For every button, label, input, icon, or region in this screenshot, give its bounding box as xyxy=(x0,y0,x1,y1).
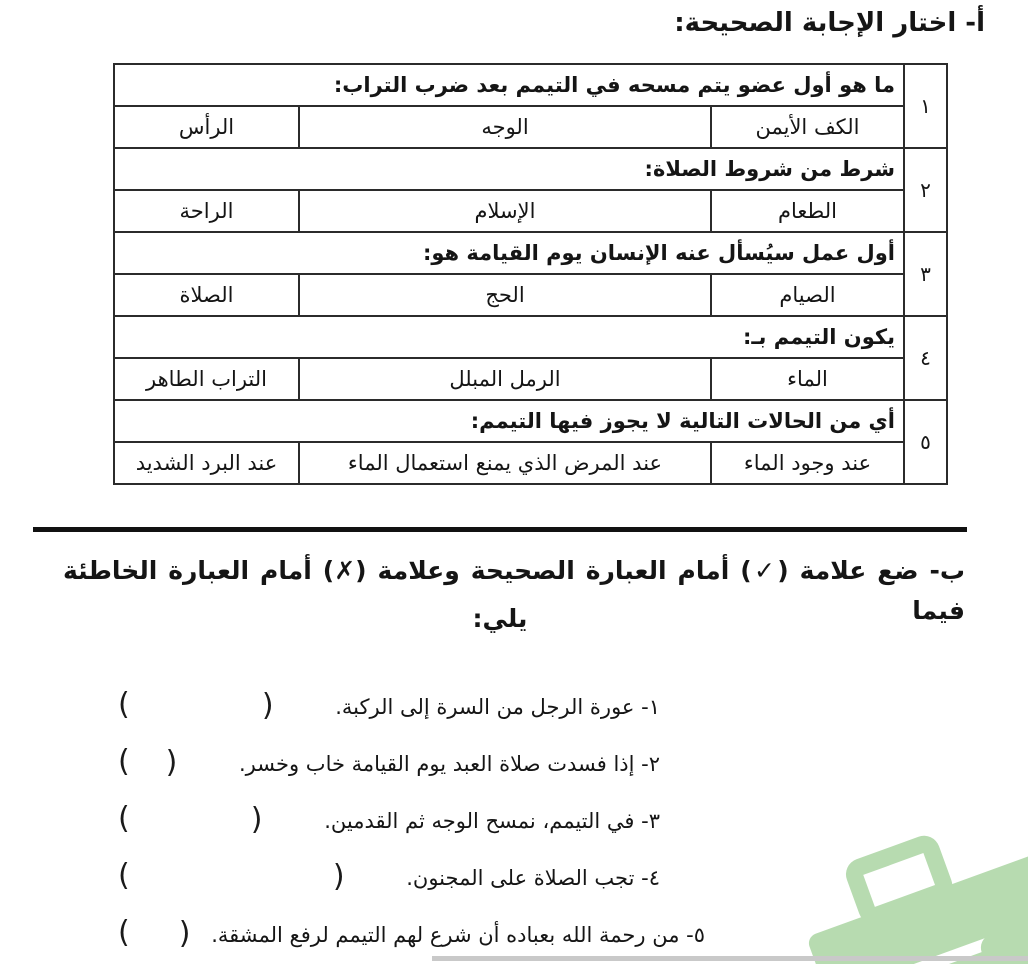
section-a-heading: أ- اختار الإجابة الصحيحة: xyxy=(674,8,985,38)
option-cell[interactable]: الصيام xyxy=(711,274,904,316)
statement-text: ٤- تجب الصلاة على المجنون. xyxy=(406,866,660,890)
answer-paren-open[interactable]: ( xyxy=(118,744,130,779)
question-number: ٣ xyxy=(904,232,947,316)
question-text: ما هو أول عضو يتم مسحه في التيمم بعد ضرب التراب: xyxy=(114,64,904,106)
answer-paren-open[interactable]: ( xyxy=(118,801,130,836)
answer-paren-close[interactable]: ) xyxy=(250,802,263,837)
answer-paren-close[interactable]: ) xyxy=(261,688,274,723)
question-number: ١ xyxy=(904,64,947,148)
option-cell[interactable]: عند المرض الذي يمنع استعمال الماء xyxy=(299,442,711,484)
option-cell[interactable]: الرمل المبلل xyxy=(299,358,711,400)
question-number: ٥ xyxy=(904,400,947,484)
statement-text: ٢- إذا فسدت صلاة العبد يوم القيامة خاب وخسر. xyxy=(239,752,660,776)
answer-paren-open[interactable]: ( xyxy=(118,915,130,950)
statement-row xyxy=(0,904,1028,961)
statement-row xyxy=(0,676,1028,733)
answer-paren-open[interactable]: ( xyxy=(118,687,130,722)
option-cell[interactable]: الطعام xyxy=(711,190,904,232)
option-cell[interactable]: الحج xyxy=(299,274,711,316)
option-cell[interactable]: الراحة xyxy=(114,190,299,232)
option-cell[interactable]: الوجه xyxy=(299,106,711,148)
section-b-heading-line2: يلي: xyxy=(472,604,528,633)
statement-row xyxy=(0,733,1028,790)
option-cell[interactable]: الإسلام xyxy=(299,190,711,232)
answer-paren-close[interactable]: ) xyxy=(332,859,345,894)
question-number: ٢ xyxy=(904,148,947,232)
answer-paren-close[interactable]: ) xyxy=(178,916,191,951)
statement-text: ١- عورة الرجل من السرة إلى الركبة. xyxy=(335,695,660,719)
option-cell[interactable]: الماء xyxy=(711,358,904,400)
statement-text: ٥- من رحمة الله بعباده أن شرع لهم التيمم لرفع المشقة. xyxy=(211,923,705,947)
statement-row xyxy=(0,790,1028,847)
statement-row xyxy=(0,847,1028,904)
question-text: أول عمل سيُسأل عنه الإنسان يوم القيامة هو: xyxy=(114,232,904,274)
question-number: ٤ xyxy=(904,316,947,400)
question-text: يكون التيمم بـ: xyxy=(114,316,904,358)
option-cell[interactable]: الكف الأيمن xyxy=(711,106,904,148)
option-cell[interactable]: الصلاة xyxy=(114,274,299,316)
question-text: شرط من شروط الصلاة: xyxy=(114,148,904,190)
statement-text: ٣- في التيمم، نمسح الوجه ثم القدمين. xyxy=(324,809,660,833)
option-cell[interactable]: عند وجود الماء xyxy=(711,442,904,484)
answer-paren-close[interactable]: ) xyxy=(165,745,178,780)
option-cell[interactable]: عند البرد الشديد xyxy=(114,442,299,484)
section-b-heading-line1: ب- ضع علامة (✓) أمام العبارة الصحيحة وعلامة (✗) أمام العبارة الخاطئة فيما xyxy=(63,556,965,625)
answer-paren-open[interactable]: ( xyxy=(118,858,130,893)
option-cell[interactable]: الرأس xyxy=(114,106,299,148)
option-cell[interactable]: التراب الطاهر xyxy=(114,358,299,400)
question-text: أي من الحالات التالية لا يجوز فيها التيمم: xyxy=(114,400,904,442)
